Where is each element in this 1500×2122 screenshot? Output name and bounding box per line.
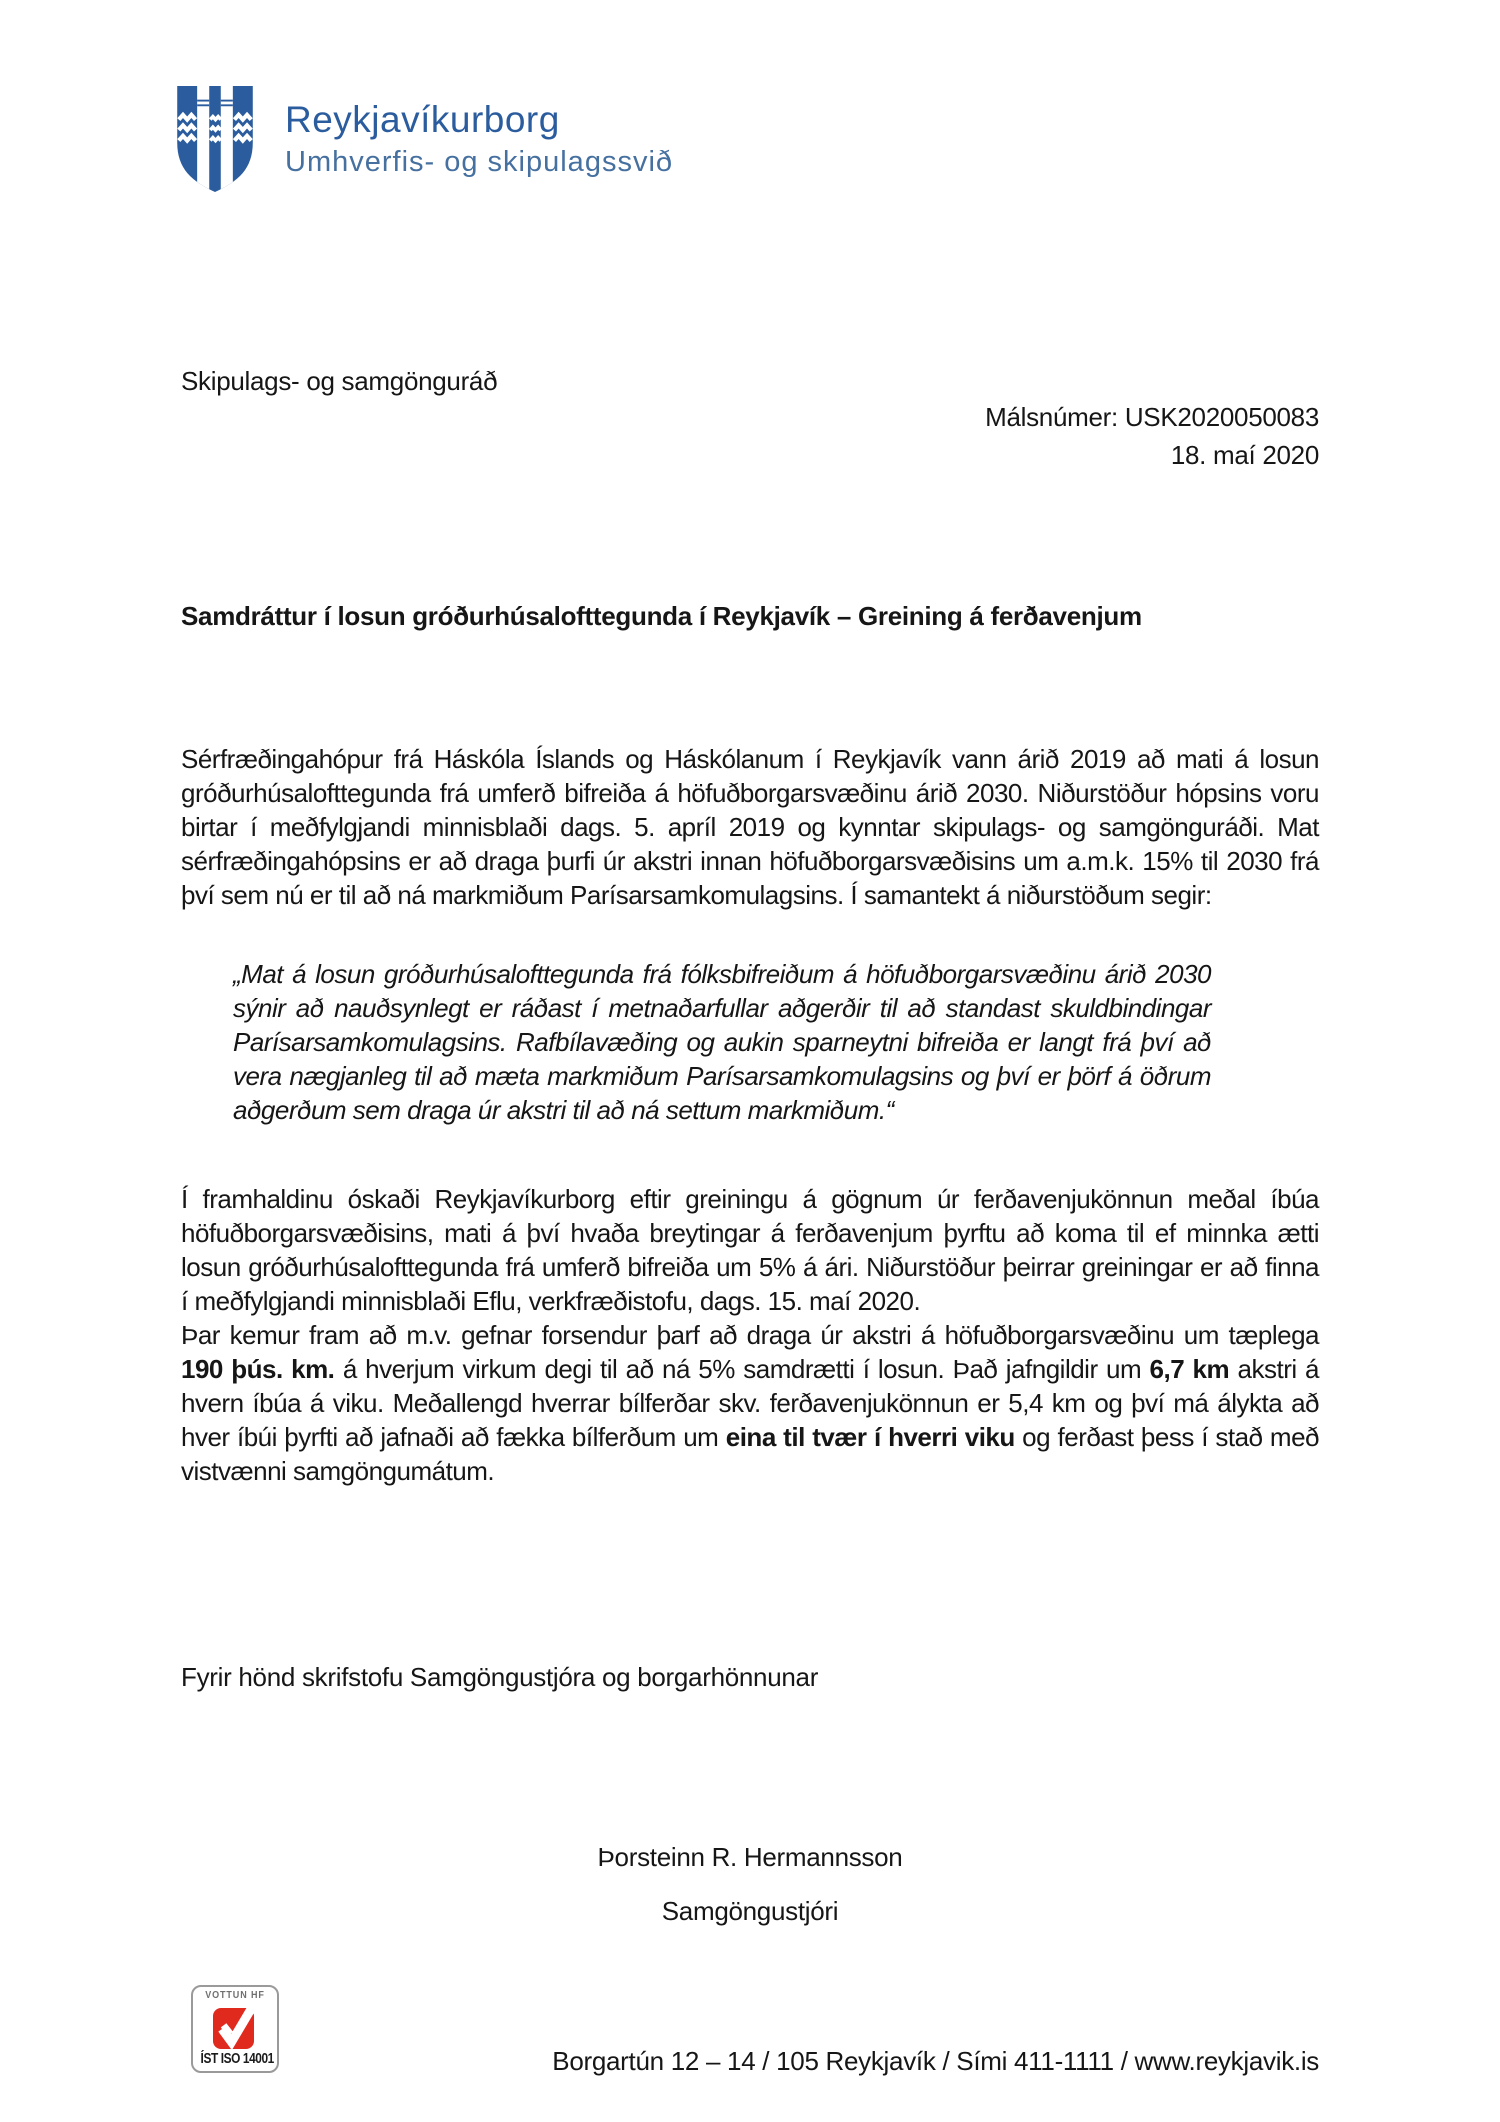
org-logo-text bbox=[285, 86, 673, 179]
quote-block: „Mat á losun gróðurhúsalofttegunda frá fólksbifreiðum á höfuðborgarsvæðinu árið 2030 sýnir að nauðsynlegt er ráðast í metnaðarfullar aðgerðir til að standast skuldbindingar Parísarsamkomulagsins. Rafbílavæðing og aukin sparneytni bifreiða er langt frá því að vera nægjanleg til að mæta markmiðum Parísarsamkomulagsins og því er þörf á öðrum aðgerðum sem draga úr akstri til að ná settum markmiðum.“ bbox=[233, 959, 1211, 1125]
cert-standard-label: ÍST ISO 14001 bbox=[200, 2051, 274, 2067]
analysis-paragraphs bbox=[181, 1182, 1319, 1488]
findings-paragraph: Þar kemur fram að m.v. gefnar forsendur þarf að draga úr akstri á höfuðborgarsvæðinu um tæplega 190 þús. km. á hverjum virkum degi til að ná 5% samdrætti í losun. Það jafngildir um 6,7 km akstri á hvern íbúa á viku. Meðallengd hverrar bílferðar skv. ferðavenjukönnun er 5,4 km og því má álykta að hver íbúi þyrfti að jafnaði að fækka bílferðum um eina til tvær í hverri viku og ferðast þess í stað með vistvænni samgöngumátum. bbox=[181, 1320, 1320, 1486]
signer-name: Þorsteinn R. Hermannsson bbox=[597, 1842, 903, 1872]
org-department: Umhverfis- og skipulagssvið bbox=[285, 145, 674, 178]
letter-title: Samdráttur í losun gróðurhúsalofttegunda í Reykjavík – Greining á ferðavenjum bbox=[181, 601, 1142, 631]
letter-date: 18. maí 2020 bbox=[1170, 440, 1319, 470]
signer-title: Samgöngustjóri bbox=[661, 1896, 839, 1926]
addressee: Skipulags- og samgönguráð bbox=[181, 366, 498, 396]
footer-address: Borgartún 12 – 14 / 105 Reykjavík / Sími 411-1111 / www.reykjavik.is bbox=[552, 2046, 1319, 2076]
cert-issuer-label: VOTTUN HF bbox=[205, 1990, 265, 2001]
intro-paragraph: Sérfræðingahópur frá Háskóla Íslands og Háskólanum í Reykjavík vann árið 2019 að mati á losun gróðurhúsalofttegunda frá umferð bifreiða á höfuðborgarsvæðinu árið 2030. Niðurstöður hópsins voru birtar í meðfylgjandi minnisblaði dags. 5. apríl 2019 og kynntar skipulags- og samgönguráði. Mat sérfræðingahópsins er að draga þurfi úr akstri innan höfuðborgarsvæðisins um a.m.k. 15% til 2030 frá því sem nú er til að ná markmiðum Parísarsamkomulagsins. Í samantekt á niðurstöðum segir: bbox=[181, 744, 1319, 910]
analysis-paragraph: Í framhaldinu óskaði Reykjavíkurborg eftir greiningu á gögnum úr ferðavenjukönnun meðal íbúa höfuðborgarsvæðisins, mati á því hvaða breytingar á ferðavenjum þyrftu að koma til ef minnka ætti losun gróðurhúsalofttegunda frá umferð bifreiða um 5% á ári. Niðurstöður þeirrar greiningar er að finna í meðfylgjandi minnisblaði Eflu, verkfræðistofu, dags. 15. maí 2020. bbox=[181, 1184, 1319, 1316]
closing-line: Fyrir hönd skrifstofu Samgöngustjóra og borgarhönnunar bbox=[181, 1662, 819, 1692]
reykjavik-coat-of-arms-icon bbox=[177, 86, 253, 192]
letter-meta bbox=[181, 398, 1319, 474]
org-logo bbox=[177, 86, 673, 192]
checkmark-icon bbox=[209, 2001, 261, 2051]
case-number: Málsnúmer: USK2020050083 bbox=[985, 402, 1319, 432]
org-name: Reykjavíkurborg bbox=[285, 99, 560, 140]
